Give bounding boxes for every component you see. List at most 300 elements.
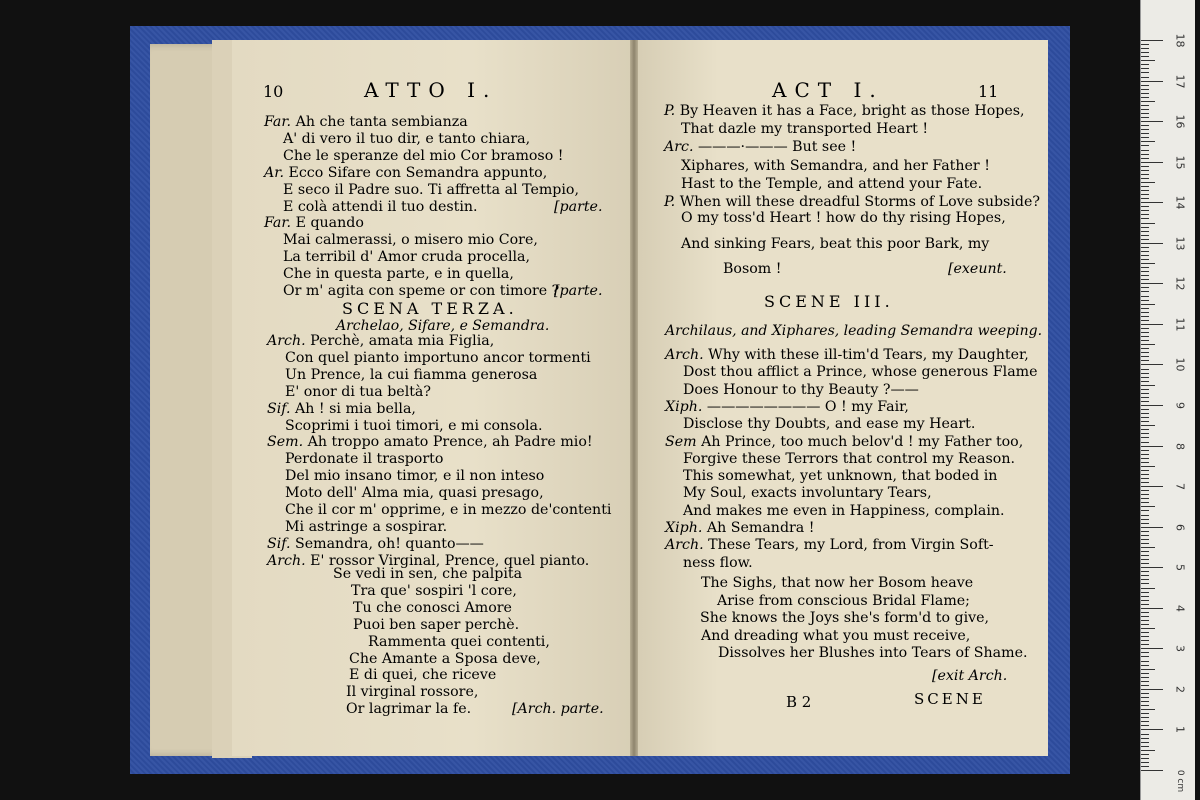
ruler-tick <box>1141 324 1163 325</box>
ruler-tick <box>1141 454 1149 455</box>
ruler-number: 2 <box>1173 685 1187 693</box>
text-line <box>283 249 530 266</box>
ruler-tick <box>1141 377 1149 378</box>
text-line <box>283 232 538 249</box>
ruler-tick <box>1141 190 1149 191</box>
line-text: Ecco Sifare con Semandra appunto, <box>283 164 548 181</box>
line-text: Scoprimi i tuoi timori, e mi consola. <box>285 417 543 434</box>
text-line <box>681 236 989 253</box>
ruler-tick <box>1141 709 1155 710</box>
ruler-tick <box>1141 421 1149 422</box>
catchword: SCENE <box>914 690 986 708</box>
line-text: When will these dreadful Storms of Love subside? <box>675 194 1040 210</box>
ruler-tick <box>1141 409 1149 410</box>
line-text: Hast to the Temple, and attend your Fate. <box>681 175 983 192</box>
line-text: E seco il Padre suo. Ti affretta al Tempio, <box>283 181 579 198</box>
ruler-tick <box>1141 308 1149 309</box>
ruler-tick <box>1141 746 1149 747</box>
ruler-tick <box>1141 523 1149 524</box>
right-persons: Archilaus, and Xiphares, leading Semandra weeping. <box>665 323 1043 339</box>
line-text: Mi astringe a sospirar. <box>285 518 448 535</box>
ruler-tick <box>1141 150 1149 151</box>
ruler-tick <box>1141 693 1149 694</box>
ruler-number: 1 <box>1173 726 1187 734</box>
ruler-tick <box>1141 458 1149 459</box>
ruler-tick <box>1141 223 1155 224</box>
ruler-tick <box>1141 101 1155 102</box>
line-text: Disclose thy Doubts, and ease my Heart. <box>683 416 976 433</box>
text-line <box>285 384 431 401</box>
ruler-tick <box>1141 632 1149 633</box>
ruler-tick <box>1141 531 1149 532</box>
ruler-tick <box>1141 624 1149 625</box>
ruler-unit: 0 cm <box>1175 769 1186 793</box>
line-text: Why with these ill-tim'd Tears, my Daughter, <box>703 347 1029 363</box>
ruler-tick <box>1141 243 1163 244</box>
line-text: Puoi ben saper perchè. <box>353 616 520 633</box>
ruler-tick <box>1141 348 1149 349</box>
ruler-tick <box>1141 113 1149 114</box>
ruler-tick <box>1141 588 1155 589</box>
ruler-tick <box>1141 198 1149 199</box>
gutter <box>630 40 638 756</box>
line-text: E' rossor Virginal, Prence, quel pianto. <box>305 552 590 569</box>
text-line <box>349 667 496 684</box>
ruler-tick <box>1141 725 1149 726</box>
ruler-tick <box>1141 316 1149 317</box>
line-text: By Heaven it has a Face, bright as those Hopes, <box>675 103 1025 119</box>
ruler-tick <box>1141 48 1149 49</box>
ruler-tick <box>1141 328 1149 329</box>
line-text: Mai calmerassi, o misero mio Core, <box>283 232 538 249</box>
text-line <box>285 468 544 485</box>
text-line <box>283 182 579 199</box>
ruler-tick <box>1141 433 1149 434</box>
ruler-tick <box>1141 510 1149 511</box>
ruler-tick <box>1141 214 1149 215</box>
ruler-tick <box>1141 259 1149 260</box>
ruler-tick <box>1141 446 1163 447</box>
line-text: A' di vero il tuo dir, e tanto chiara, <box>283 130 531 147</box>
ruler-tick <box>1141 279 1149 280</box>
text-line <box>665 537 994 554</box>
speaker-label: Ar. <box>264 164 284 181</box>
line-text: And sinking Fears, beat this poor Bark, my <box>681 235 990 252</box>
ruler-tick <box>1141 669 1155 670</box>
ruler-number: 12 <box>1173 276 1187 291</box>
text-line <box>681 158 990 175</box>
ruler-tick <box>1141 166 1149 167</box>
ruler-tick <box>1141 235 1149 236</box>
ruler-tick <box>1141 117 1149 118</box>
text-line <box>664 139 856 156</box>
line-text: Xiphares, with Semandra, and her Father ! <box>681 157 990 174</box>
line-text: Tu che conosci Amore <box>353 599 512 616</box>
ruler-tick <box>1141 283 1163 284</box>
line-text: Tra que' sospiri 'l core, <box>351 582 517 599</box>
line-text: ———————— O ! my Fair, <box>702 398 909 415</box>
speaker-label: Far. <box>264 215 292 232</box>
text-line <box>264 114 468 131</box>
ruler-tick <box>1141 300 1149 301</box>
ruler-tick <box>1141 738 1149 739</box>
line-text: Ah Prince, too much belov'd ! my Father too, <box>696 433 1024 450</box>
text-line <box>368 634 550 651</box>
ruler-tick <box>1141 275 1149 276</box>
ruler-tick <box>1141 356 1149 357</box>
text-line <box>267 401 416 418</box>
text-line <box>353 600 512 617</box>
ruler-number: 13 <box>1173 236 1187 251</box>
line-text: La terribil d' Amor cruda procella, <box>283 249 530 266</box>
ruler-tick <box>1141 592 1149 593</box>
ruler-number: 17 <box>1173 74 1187 89</box>
ruler-tick <box>1141 141 1155 142</box>
text-line <box>683 382 919 399</box>
ruler-tick <box>1141 482 1149 483</box>
line-text: Semandra, oh! quanto—— <box>290 535 484 552</box>
ruler-tick <box>1141 320 1149 321</box>
ruler-number: 16 <box>1173 114 1187 129</box>
ruler-tick <box>1141 154 1149 155</box>
text-line <box>665 520 814 537</box>
ruler-tick <box>1141 648 1163 649</box>
ruler-tick <box>1141 758 1149 759</box>
ruler-tick <box>1141 608 1163 609</box>
ruler-number: 10 <box>1173 357 1187 372</box>
ruler-tick <box>1141 559 1149 560</box>
ruler-tick <box>1141 466 1155 467</box>
ruler-tick <box>1141 462 1149 463</box>
line-text: E di quei, che riceve <box>349 667 497 684</box>
speaker-label: P. <box>664 103 676 119</box>
text-line <box>285 485 544 502</box>
ruler-number: 18 <box>1173 33 1187 48</box>
ruler-tick <box>1141 251 1149 252</box>
ruler-tick <box>1141 656 1149 657</box>
ruler-tick <box>1141 551 1149 552</box>
ruler-tick <box>1141 729 1163 730</box>
left-running-head: ATTO I. <box>364 78 498 102</box>
ruler-tick <box>1141 231 1149 232</box>
ruler-tick <box>1141 369 1149 370</box>
ruler-tick <box>1141 170 1149 171</box>
ruler-number: 6 <box>1173 523 1187 531</box>
line-text: The Sighs, that now her Bosom heave <box>701 575 974 591</box>
text-line <box>283 148 563 165</box>
ruler-tick <box>1141 352 1149 353</box>
ruler-tick <box>1141 681 1149 682</box>
text-line <box>333 566 522 583</box>
signature-mark: B 2 <box>786 693 812 711</box>
ruler-tick <box>1141 364 1163 365</box>
ruler-tick <box>1141 596 1149 597</box>
ruler-tick <box>1141 742 1149 743</box>
text-line <box>665 399 909 416</box>
line-text: Perchè, amata mia Figlia, <box>305 333 495 349</box>
ruler-tick <box>1141 677 1149 678</box>
ruler-tick <box>1141 519 1149 520</box>
ruler-tick <box>1141 721 1149 722</box>
line-text: This somewhat, yet unknown, that boded in <box>683 468 998 485</box>
ruler-tick <box>1141 162 1163 163</box>
ruler-tick <box>1141 218 1149 219</box>
ruler-tick <box>1141 429 1149 430</box>
ruler-tick <box>1141 64 1149 65</box>
ruler-tick <box>1141 133 1149 134</box>
speaker-label: Arch. <box>267 333 306 349</box>
line-text: Se vedi in sen, che palpita <box>333 566 523 582</box>
ruler-tick <box>1141 555 1149 556</box>
ruler-tick <box>1141 612 1149 613</box>
ruler-tick <box>1141 194 1149 195</box>
text-line <box>717 593 970 610</box>
ruler-tick <box>1141 405 1163 406</box>
ruler-tick <box>1141 263 1155 264</box>
ruler-tick <box>1141 506 1155 507</box>
ruler-tick <box>1141 600 1149 601</box>
line-text: Or lagrimar la fe. <box>346 701 472 718</box>
line-text: Rammenta quei contenti, <box>368 633 550 650</box>
line-text: Che Amante a Sposa deve, <box>349 650 541 667</box>
speaker-label: Xiph. <box>665 398 703 415</box>
ruler-tick <box>1141 186 1149 187</box>
line-text: Con quel pianto importuno ancor tormenti <box>285 349 591 366</box>
ruler-tick <box>1141 539 1149 540</box>
ruler-tick <box>1141 397 1149 398</box>
text-line <box>283 266 514 283</box>
speaker-label: P. <box>664 194 676 210</box>
ruler-tick <box>1141 206 1149 207</box>
ruler-tick <box>1141 202 1163 203</box>
ruler-tick <box>1141 575 1149 576</box>
line-text: ———·——— But see ! <box>693 139 857 156</box>
speaker-label: Xiph. <box>665 520 703 536</box>
ruler-tick <box>1141 304 1155 305</box>
ruler-tick <box>1141 40 1163 41</box>
ruler-tick <box>1141 652 1149 653</box>
ruler-tick <box>1141 661 1149 662</box>
ruler-tick <box>1141 717 1149 718</box>
text-line <box>701 575 973 592</box>
ruler-tick <box>1141 543 1149 544</box>
ruler-tick <box>1141 628 1155 629</box>
ruler-tick <box>1141 287 1149 288</box>
line-text: Ah che tanta sembianza <box>291 114 468 130</box>
speaker-label: Sif. <box>267 535 291 552</box>
ruler-tick <box>1141 174 1149 175</box>
text-line <box>264 165 547 182</box>
ruler-tick <box>1141 60 1155 61</box>
text-line <box>267 333 494 350</box>
speaker-label: Arch. <box>665 347 704 363</box>
speaker-label: Sem. <box>267 434 304 451</box>
line-text: And makes me even in Happiness, complain. <box>683 502 1005 519</box>
line-text: Arise from conscious Bridal Flame; <box>717 592 970 609</box>
ruler-tick <box>1141 697 1149 698</box>
text-line <box>285 519 447 536</box>
text-line <box>681 121 928 138</box>
speaker-label: Sem <box>665 433 697 450</box>
line-text: Un Prence, la cui fiamma generosa <box>285 366 538 383</box>
ruler-tick <box>1141 296 1149 297</box>
ruler-tick <box>1141 754 1149 755</box>
text-line <box>718 645 1027 662</box>
text-line <box>664 103 1025 120</box>
ruler-tick <box>1141 437 1149 438</box>
ruler-tick <box>1141 583 1149 584</box>
text-line <box>285 350 591 367</box>
ruler-tick <box>1141 770 1163 771</box>
speaker-label: Arch. <box>267 552 306 569</box>
ruler-tick <box>1141 766 1149 767</box>
ruler-tick <box>1141 137 1149 138</box>
ruler-tick <box>1141 381 1149 382</box>
text-line <box>346 701 471 718</box>
ruler-tick <box>1141 336 1149 337</box>
line-text: Forgive these Terrors that control my Reason. <box>683 450 1015 467</box>
ruler-tick <box>1141 620 1149 621</box>
speaker-label: Arc. <box>664 139 694 156</box>
ruler-number: 15 <box>1173 155 1187 170</box>
line-text: She knows the Joys she's form'd to give, <box>700 610 990 626</box>
line-text: These Tears, my Lord, from Virgin Soft- <box>703 537 994 554</box>
ruler-tick <box>1141 762 1149 763</box>
ruler-tick <box>1141 567 1163 568</box>
text-line <box>353 617 519 634</box>
ruler-tick <box>1141 52 1149 53</box>
text-line <box>683 485 932 502</box>
line-text: Che le speranze del mio Cor bramoso ! <box>283 147 564 164</box>
line-text: Ah troppo amato Prence, ah Padre mio! <box>303 434 593 451</box>
stage-direction: [Arch. parte. <box>512 701 604 718</box>
text-line <box>267 536 484 553</box>
ruler-tick <box>1141 701 1149 702</box>
ruler-tick <box>1141 385 1155 386</box>
ruler-tick <box>1141 502 1149 503</box>
ruler-tick <box>1141 389 1149 390</box>
text-line <box>700 610 989 627</box>
stage-direction: [exeunt. <box>948 261 1007 277</box>
ruler-tick <box>1141 97 1149 98</box>
line-text: Che il cor m' opprime, e in mezzo de'contenti <box>285 502 612 518</box>
text-line <box>683 416 975 433</box>
line-text: E quando <box>291 215 364 232</box>
ruler-tick <box>1141 604 1149 605</box>
ruler-number: 5 <box>1173 564 1187 572</box>
text-line <box>264 215 364 232</box>
ruler-tick <box>1141 750 1155 751</box>
ruler-tick <box>1141 85 1149 86</box>
text-line <box>683 364 1038 381</box>
line-text: Bosom ! <box>723 261 782 277</box>
text-line <box>346 684 478 701</box>
ruler-tick <box>1141 72 1149 73</box>
ruler-tick <box>1141 425 1155 426</box>
left-persons: Archelao, Sifare, e Semandra. <box>336 318 550 334</box>
ruler-tick <box>1141 93 1149 94</box>
stage-direction: [parte. <box>554 198 603 215</box>
ruler-tick <box>1141 109 1149 110</box>
ruler-tick <box>1141 68 1149 69</box>
line-text: Dissolves her Blushes into Tears of Shame. <box>718 645 1028 661</box>
ruler-tick <box>1141 255 1149 256</box>
ruler-tick <box>1141 178 1149 179</box>
ruler-tick <box>1141 44 1149 45</box>
ruler-tick <box>1141 685 1149 686</box>
text-line <box>665 434 1023 451</box>
text-line <box>681 176 982 193</box>
ruler-number: 4 <box>1173 604 1187 612</box>
ruler-number: 9 <box>1173 402 1187 409</box>
ruler-tick <box>1141 373 1149 374</box>
ruler-tick <box>1141 340 1149 341</box>
text-line <box>701 628 970 645</box>
speaker-label: Far. <box>264 114 292 130</box>
text-line <box>267 434 593 451</box>
line-text: And dreading what you must receive, <box>701 627 971 644</box>
line-text: E colà attendi il tuo destin. <box>283 198 478 215</box>
text-line <box>285 367 537 384</box>
speaker-label: Sif. <box>267 400 291 417</box>
text-line <box>285 451 443 468</box>
text-line <box>665 347 1029 364</box>
left-page-number: 10 <box>263 82 284 101</box>
ruler-tick <box>1141 470 1149 471</box>
speaker-label: Arch. <box>665 537 704 554</box>
line-text: Il virginal rossore, <box>346 684 479 701</box>
ruler-tick <box>1141 665 1149 666</box>
ruler-tick <box>1141 498 1149 499</box>
text-line <box>283 131 530 148</box>
ruler-number: 7 <box>1173 483 1187 491</box>
line-text: E' onor di tua beltà? <box>285 383 431 400</box>
line-text: ness flow. <box>683 554 753 571</box>
line-text: My Soul, exacts involuntary Tears, <box>683 485 932 502</box>
ruler-tick <box>1141 486 1163 487</box>
ruler-tick <box>1141 474 1149 475</box>
ruler-tick <box>1141 81 1163 82</box>
ruler-tick <box>1141 535 1149 536</box>
ruler-tick <box>1141 332 1149 333</box>
ruler-tick <box>1141 673 1149 674</box>
measuring-ruler <box>1140 0 1195 800</box>
ruler-tick <box>1141 515 1149 516</box>
ruler-tick <box>1141 689 1163 690</box>
ruler-tick <box>1141 713 1149 714</box>
ruler-tick <box>1141 644 1149 645</box>
text-line <box>283 283 559 300</box>
line-text: Or m' agita con speme or con timore ? <box>283 283 560 299</box>
ruler-tick <box>1141 247 1149 248</box>
text-line <box>664 194 1040 211</box>
ruler-tick <box>1141 291 1149 292</box>
text-line <box>285 502 611 519</box>
ruler-tick <box>1141 442 1149 443</box>
line-text: Ah ! si mia bella, <box>290 400 416 417</box>
ruler-tick <box>1141 125 1149 126</box>
ruler-number: 11 <box>1173 317 1187 332</box>
ruler-number: 14 <box>1173 195 1187 210</box>
ruler-tick <box>1141 401 1149 402</box>
line-text: Dost thou afflict a Prince, whose generous Flame <box>683 364 1038 381</box>
line-text: That dazle my transported Heart ! <box>681 121 929 138</box>
ruler-tick <box>1141 239 1149 240</box>
text-line <box>683 503 1005 520</box>
ruler-tick <box>1141 158 1149 159</box>
right-running-head: ACT I. <box>772 78 884 102</box>
ruler-tick <box>1141 393 1149 394</box>
